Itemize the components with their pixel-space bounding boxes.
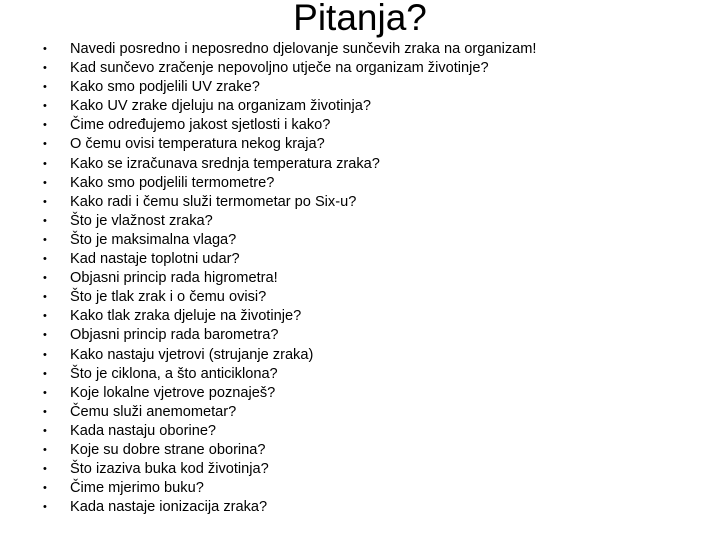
bullet-icon: •: [43, 157, 47, 170]
bullet-icon: •: [43, 100, 47, 113]
bullet-icon: •: [43, 482, 47, 495]
question-text: Kako smo podjelili UV zrake?: [70, 79, 260, 96]
bullet-icon: •: [43, 119, 47, 132]
question-text: Koje lokalne vjetrove poznaješ?: [70, 384, 276, 401]
question-text: Kako nastaju vjetrovi (strujanje zraka): [70, 346, 314, 363]
bullet-icon: •: [43, 463, 47, 476]
question-text: Navedi posredno i neposredno djelovanje sunčevih zraka na organizam!: [70, 41, 537, 57]
question-text: Čime određujemo jakost sjetlosti i kako?: [70, 117, 331, 134]
bullet-icon: •: [43, 138, 47, 151]
question-text: Što je ciklona, a što anticiklona?: [70, 365, 278, 382]
bullet-icon: •: [43, 176, 47, 189]
question-text: Kad sunčevo zračenje nepovoljno utječe na organizam životinje?: [70, 60, 489, 77]
bullet-icon: •: [43, 367, 47, 380]
bullet-icon: •: [43, 310, 47, 323]
question-text: Koje su dobre strane oborina?: [70, 441, 266, 458]
question-text: Čemu služi anemometar?: [70, 403, 237, 420]
bullet-icon: •: [43, 329, 47, 342]
question-text: Kako tlak zraka djeluje na životinje?: [70, 308, 302, 325]
question-text: Kad nastaje toplotni udar?: [70, 251, 240, 268]
bullet-icon: •: [43, 501, 47, 514]
bullet-icon: •: [43, 253, 47, 266]
page-title: Pitanja?: [293, 0, 427, 38]
question-text: Kako UV zrake djeluju na organizam životinja?: [70, 98, 371, 115]
question-text: O čemu ovisi temperatura nekog kraja?: [70, 136, 325, 153]
question-text: Kako se izračunava srednja temperatura zraka?: [70, 155, 380, 172]
bullet-icon: •: [43, 214, 47, 227]
question-text: Kada nastaje ionizacija zraka?: [70, 499, 268, 516]
bullet-icon: •: [43, 81, 47, 94]
question-text: Objasni princip rada higrometra!: [70, 270, 278, 287]
question-text: Što izaziva buka kod životinja?: [70, 461, 269, 478]
question-text: Kako radi i čemu služi termometar po Six-u?: [70, 193, 357, 210]
bullet-icon: •: [43, 233, 47, 246]
question-text: Što je vlažnost zraka?: [70, 212, 213, 229]
bullet-icon: •: [43, 443, 47, 456]
bullet-icon: •: [43, 195, 47, 208]
bullet-icon: •: [43, 405, 47, 418]
question-text: Kako smo podjelili termometre?: [70, 174, 275, 191]
question-text: Što je maksimalna vlaga?: [70, 231, 237, 248]
question-text: Kada nastaju oborine?: [70, 422, 217, 439]
bullet-icon: •: [43, 348, 47, 361]
bullet-icon: •: [43, 43, 47, 55]
bullet-icon: •: [43, 386, 47, 399]
bullet-icon: •: [43, 62, 47, 75]
question-text: Objasni princip rada barometra?: [70, 327, 279, 344]
bullet-icon: •: [43, 424, 47, 437]
question-text: Čime mjerimo buku?: [70, 480, 204, 497]
bullet-icon: •: [43, 291, 47, 304]
question-text: Što je tlak zrak i o čemu ovisi?: [70, 289, 267, 306]
bullet-icon: •: [43, 272, 47, 285]
